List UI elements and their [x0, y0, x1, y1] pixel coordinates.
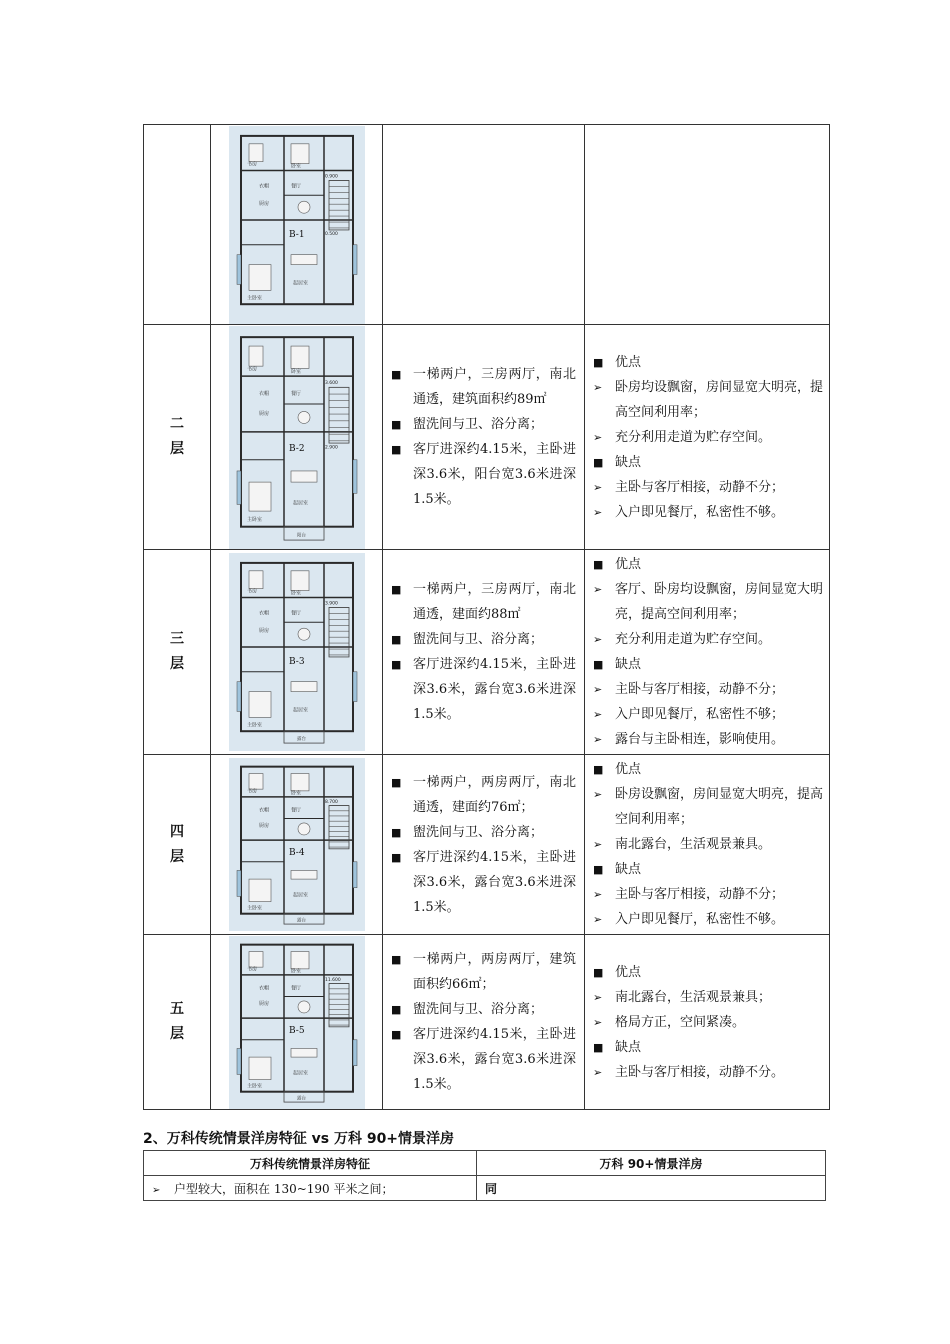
floor-label: 层: [170, 848, 184, 865]
pros-cons-text: 卧房均设飘窗，房间显宽大明亮，提高空间利用率；: [615, 379, 824, 420]
pros-cons-heading: [593, 1035, 823, 1060]
pros-cons-item: [593, 832, 823, 857]
pros-cons-text: 优点: [615, 354, 642, 370]
pros-cons-text: 充分利用走道为贮存空间。: [615, 632, 772, 647]
room-label: 书房: [246, 161, 257, 168]
arrow-bullet-icon: ➢: [593, 505, 603, 519]
description-cell: [383, 935, 585, 1110]
pros-cons-text: 优点: [615, 964, 642, 980]
bed-icon: [291, 143, 309, 163]
arrow-bullet-icon: ➢: [593, 633, 603, 646]
room-label: 厨房: [258, 628, 269, 635]
room-label: 衣帽: [258, 182, 269, 189]
pros-cons-heading: [593, 350, 823, 375]
room-label: 主卧室: [246, 516, 262, 523]
compare-cell-right: 同: [477, 1176, 826, 1201]
floor-plan-image: [229, 936, 365, 1109]
room-label: 书房: [246, 588, 257, 595]
bed-icon: [249, 774, 263, 790]
pros-cons-text: 客厅、卧房均设飘窗，房间显宽大明亮，提高空间利用率；: [615, 582, 824, 622]
floor-plan-cell: [211, 325, 383, 550]
bay-window: [237, 870, 241, 896]
arrow-bullet-icon: ➢: [593, 913, 603, 926]
description-item: [391, 997, 576, 1022]
square-bullet-icon: ■: [593, 1040, 604, 1054]
sofa-icon: [291, 870, 317, 879]
floor-plan-cell: [211, 550, 383, 755]
floor-label: 四: [170, 823, 184, 840]
bed-icon: [249, 951, 263, 967]
floor-plan-drawing: [229, 758, 365, 931]
square-bullet-icon: ■: [391, 418, 402, 431]
floor-row: [144, 125, 830, 325]
pros-cons-cell: [585, 325, 830, 550]
arrow-bullet-icon: ➢: [152, 1184, 161, 1196]
pros-cons-item: [593, 882, 823, 907]
room-label: 衣帽: [258, 985, 269, 992]
dining-table-icon: [298, 201, 310, 213]
floor-plan-cell: [211, 125, 383, 325]
dimension-label: 11.600: [324, 977, 341, 983]
room-label: 卧室: [290, 790, 301, 797]
pros-cons-text: 入户即见餐厅，私密性不够。: [615, 504, 785, 520]
floor-plan-cell: [211, 755, 383, 935]
pros-cons-cell: [585, 550, 830, 755]
room-label: 起居室: [292, 1069, 308, 1076]
square-bullet-icon: ■: [593, 455, 604, 469]
room-label: 主卧室: [246, 294, 262, 301]
bay-window: [353, 244, 357, 274]
description-item: [391, 577, 576, 627]
room-label: 衣帽: [258, 610, 269, 617]
dimension-label: 8.700: [324, 799, 338, 805]
bed-icon: [249, 879, 271, 901]
room-label: 书房: [246, 966, 257, 973]
floor-label-cell: [144, 125, 211, 325]
compare-left-text: 户型较大，面积在 130~190 平米之间；: [174, 1181, 394, 1196]
square-bullet-icon: ■: [391, 368, 402, 381]
compare-header-right: 万科 90+情景洋房: [477, 1151, 826, 1176]
pros-cons-item: [593, 727, 823, 752]
pros-cons-heading: [593, 450, 823, 475]
compare-cell-left: [144, 1176, 477, 1201]
arrow-bullet-icon: ➢: [593, 788, 603, 801]
sofa-icon: [291, 470, 317, 481]
room-label: 厨房: [258, 200, 269, 207]
pros-cons-item: [593, 375, 823, 425]
room-label: 厨房: [258, 410, 269, 417]
bay-window: [353, 862, 357, 888]
floor-plan-drawing: [229, 553, 365, 751]
description-cell: [383, 755, 585, 935]
square-bullet-icon: ■: [391, 1003, 402, 1016]
room-label: 起居室: [292, 279, 308, 286]
pros-cons-item: [593, 577, 823, 627]
room-label: 起居室: [292, 499, 308, 506]
floor-plan-drawing: [229, 126, 365, 324]
sofa-icon: [291, 1048, 317, 1057]
dimension-label: 3.900: [324, 601, 338, 607]
square-bullet-icon: ■: [593, 558, 604, 571]
room-label: 卧室: [290, 368, 301, 375]
description-item: [391, 412, 576, 437]
bay-window: [237, 254, 241, 284]
bay-window: [353, 672, 357, 702]
pros-cons-item: [593, 907, 823, 932]
description-text: 一梯两户，三房两厅，南北通透，建筑面积约89㎡: [413, 367, 576, 407]
square-bullet-icon: ■: [391, 658, 402, 671]
room-label: 餐厅: [290, 807, 301, 814]
room-label: 卧室: [290, 590, 301, 597]
floor-plan-image: [229, 326, 365, 549]
description-text: 一梯两户，两房两厅，南北通透，建面约76㎡；: [413, 774, 576, 815]
description-text: 客厅进深约4.15米，主卧进深3.6米，露台宽3.6米进深1.5米。: [413, 657, 576, 722]
description-item: [391, 1022, 576, 1097]
pros-cons-text: 露台与主卧相连，影响使用。: [615, 732, 785, 747]
description-text: 客厅进深约4.15米，主卧进深3.6米，露台宽3.6米进深1.5米。: [413, 849, 576, 915]
arrow-bullet-icon: ➢: [593, 480, 603, 494]
floor-plan-image: [229, 758, 365, 931]
bed-icon: [249, 1057, 271, 1079]
floor-plan-table: [143, 124, 830, 1110]
square-bullet-icon: ■: [391, 953, 402, 966]
bay-window: [353, 459, 357, 492]
plan-id-label: B-3: [288, 656, 305, 667]
floor-label: 二: [170, 416, 184, 432]
floor-row: [144, 935, 830, 1110]
pros-cons-cell: [585, 125, 830, 325]
sofa-icon: [291, 254, 317, 264]
floor-plan-image: [229, 126, 365, 324]
floor-label: 层: [170, 441, 184, 457]
bay-window: [237, 470, 241, 503]
pros-cons-cell: [585, 935, 830, 1110]
pros-cons-heading: [593, 552, 823, 577]
room-label: 衣帽: [258, 807, 269, 814]
pros-cons-heading: [593, 757, 823, 782]
pros-cons-item: [593, 475, 823, 500]
pros-cons-item: [593, 500, 823, 525]
description-text: 一梯两户，两房两厅，建筑面积约66㎡；: [413, 952, 576, 992]
dining-table-icon: [298, 1000, 310, 1012]
room-label: 主卧室: [246, 1082, 262, 1089]
arrow-bullet-icon: ➢: [593, 380, 603, 394]
description-text: 盥洗间与卫、浴分离；: [413, 1002, 544, 1017]
bed-icon: [291, 774, 309, 791]
arrow-bullet-icon: ➢: [593, 683, 603, 696]
description-text: 一梯两户，三房两厅，南北通透，建面约88㎡: [413, 582, 576, 622]
description-text: 客厅进深约4.15米，主卧进深3.6米，阳台宽3.6米进深1.5米。: [413, 442, 576, 507]
description-text: 盥洗间与卫、浴分离；: [413, 632, 544, 647]
compare-row: [144, 1176, 826, 1201]
room-label: 餐厅: [290, 182, 301, 189]
square-bullet-icon: ■: [593, 763, 604, 776]
pros-cons-text: 入户即见餐厅，私密性不够；: [615, 707, 785, 722]
square-bullet-icon: ■: [391, 775, 402, 789]
bed-icon: [249, 571, 263, 589]
description-text: 盥洗间与卫、浴分离；: [413, 417, 544, 432]
description-item: [391, 362, 576, 412]
room-label: 厨房: [258, 823, 269, 830]
description-cell: [383, 550, 585, 755]
plan-id-label: B-2: [288, 443, 305, 454]
pros-cons-heading: [593, 857, 823, 882]
pros-cons-item: [593, 677, 823, 702]
floor-label: 三: [170, 631, 184, 647]
room-label: 阳台: [296, 533, 306, 539]
room-label: 衣帽: [258, 390, 269, 397]
floor-row: [144, 755, 830, 935]
room-label: 露台: [296, 1095, 306, 1101]
bed-icon: [291, 571, 309, 591]
plan-id-label: B-4: [288, 847, 305, 858]
pros-cons-item: [593, 1060, 823, 1085]
floor-label-cell: [144, 755, 211, 935]
bed-icon: [249, 482, 271, 511]
comparison-table: [143, 1150, 826, 1201]
pros-cons-item: [593, 1010, 823, 1035]
pros-cons-text: 缺点: [615, 1039, 642, 1055]
bed-icon: [291, 951, 309, 968]
bed-icon: [291, 346, 309, 368]
arrow-bullet-icon: ➢: [593, 990, 603, 1004]
room-label: 餐厅: [290, 985, 301, 992]
room-label: 书房: [246, 366, 257, 373]
description-cell: [383, 325, 585, 550]
room-label: 露台: [296, 737, 306, 743]
pros-cons-item: [593, 627, 823, 652]
room-label: 起居室: [292, 892, 308, 899]
description-item: [391, 437, 576, 512]
bed-icon: [249, 692, 271, 718]
bay-window: [237, 682, 241, 712]
description-item: [391, 770, 576, 820]
plan-id-label: B-1: [288, 229, 305, 240]
pros-cons-text: 格局方正，空间紧凑。: [615, 1014, 746, 1030]
square-bullet-icon: ■: [593, 863, 604, 876]
description-text: 盥洗间与卫、浴分离；: [413, 824, 544, 840]
floor-plan-drawing: [229, 936, 365, 1109]
dining-table-icon: [298, 411, 310, 423]
bay-window: [237, 1048, 241, 1074]
pros-cons-text: 优点: [615, 762, 642, 777]
square-bullet-icon: ■: [593, 965, 604, 979]
room-label: 露台: [296, 918, 306, 924]
floor-label: 层: [170, 656, 184, 672]
pros-cons-item: [593, 782, 823, 832]
pros-cons-text: 优点: [615, 557, 642, 572]
floor-row: [144, 325, 830, 550]
square-bullet-icon: ■: [391, 1028, 402, 1041]
square-bullet-icon: ■: [391, 825, 402, 839]
floor-label: 五: [170, 1001, 184, 1017]
arrow-bullet-icon: ➢: [593, 888, 603, 901]
pros-cons-text: 缺点: [615, 657, 642, 672]
room-label: 起居室: [292, 707, 308, 714]
square-bullet-icon: ■: [391, 583, 402, 596]
description-item: [391, 627, 576, 652]
room-label: 卧室: [290, 163, 301, 170]
square-bullet-icon: ■: [391, 443, 402, 456]
arrow-bullet-icon: ➢: [593, 1015, 603, 1029]
room-label: 餐厅: [290, 610, 301, 617]
description-item: [391, 845, 576, 920]
compare-header-left: 万科传统情景洋房特征: [144, 1151, 477, 1176]
dining-table-icon: [298, 823, 310, 835]
pros-cons-text: 卧房设飘窗，房间显宽大明亮，提高空间利用率；: [615, 787, 824, 827]
pros-cons-heading: [593, 960, 823, 985]
pros-cons-text: 入户即见餐厅，私密性不够。: [615, 912, 785, 927]
dimension-label: 2.900: [324, 445, 338, 451]
pros-cons-text: 缺点: [615, 862, 642, 877]
room-label: 厨房: [258, 1000, 269, 1007]
dimension-label: 3.600: [324, 380, 338, 386]
arrow-bullet-icon: ➢: [593, 838, 603, 851]
section-title: 2、万科传统情景洋房特征 vs 万科 90+情景洋房: [143, 1131, 455, 1147]
description-cell: [383, 125, 585, 325]
room-label: 主卧室: [246, 905, 262, 912]
pros-cons-text: 主卧与客厅相接，动静不分；: [615, 479, 785, 495]
arrow-bullet-icon: ➢: [593, 430, 603, 444]
floor-row: [144, 550, 830, 755]
dining-table-icon: [298, 628, 310, 640]
description-item: [391, 947, 576, 997]
pros-cons-cell: [585, 755, 830, 935]
dimension-label: 0.500: [324, 231, 338, 237]
room-label: 卧室: [290, 967, 301, 974]
arrow-bullet-icon: ➢: [593, 733, 603, 746]
plan-id-label: B-5: [288, 1025, 305, 1036]
bed-icon: [249, 264, 271, 290]
room-label: 主卧室: [246, 722, 262, 729]
square-bullet-icon: ■: [391, 633, 402, 646]
square-bullet-icon: ■: [391, 850, 402, 864]
pros-cons-item: [593, 702, 823, 727]
bay-window: [353, 1039, 357, 1065]
floor-label-cell: [144, 325, 211, 550]
description-item: [391, 652, 576, 727]
pros-cons-text: 主卧与客厅相接，动静不分；: [615, 682, 785, 697]
bed-icon: [249, 346, 263, 366]
pros-cons-item: [593, 985, 823, 1010]
sofa-icon: [291, 682, 317, 692]
arrow-bullet-icon: ➢: [593, 583, 603, 596]
floor-label-cell: [144, 550, 211, 755]
floor-label: 层: [170, 1026, 184, 1042]
pros-cons-heading: [593, 652, 823, 677]
pros-cons-text: 充分利用走道为贮存空间。: [615, 429, 772, 445]
square-bullet-icon: ■: [593, 658, 604, 671]
arrow-bullet-icon: ➢: [593, 708, 603, 721]
pros-cons-text: 缺点: [615, 454, 642, 470]
pros-cons-text: 南北露台，生活观景兼具。: [615, 837, 772, 852]
arrow-bullet-icon: ➢: [593, 1065, 603, 1079]
floor-plan-drawing: [229, 326, 365, 549]
description-item: [391, 820, 576, 845]
floor-plan-image: [229, 553, 365, 751]
room-label: 书房: [246, 788, 257, 795]
description-text: 客厅进深约4.15米，主卧进深3.6米，露台宽3.6米进深1.5米。: [413, 1027, 576, 1092]
bed-icon: [249, 143, 263, 161]
dimension-label: 0.900: [324, 173, 338, 179]
floor-plan-cell: [211, 935, 383, 1110]
room-label: 餐厅: [290, 390, 301, 397]
pros-cons-text: 南北露台，生活观景兼具；: [615, 989, 772, 1005]
pros-cons-text: 主卧与客厅相接，动静不分；: [615, 887, 785, 902]
square-bullet-icon: ■: [593, 355, 604, 369]
floor-label-cell: [144, 935, 211, 1110]
pros-cons-text: 主卧与客厅相接，动静不分。: [615, 1064, 785, 1080]
pros-cons-item: [593, 425, 823, 450]
